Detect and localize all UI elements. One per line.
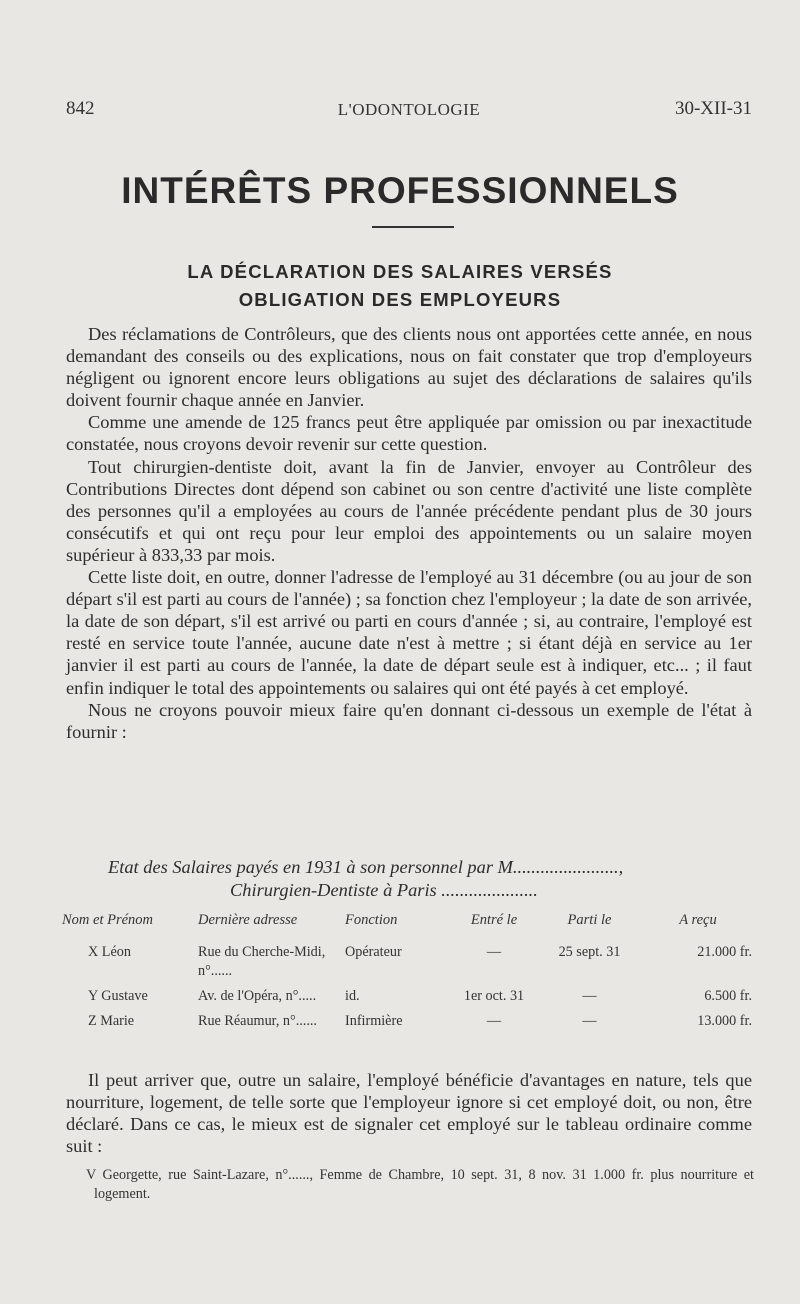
table-cell: Y Gustave [88,988,148,1004]
article-title [0,258,800,314]
paragraph: Cette liste doit, en outre, donner l'adresse de l'employé au 31 décembre (ou au jour de son départ s'il est parti au cours de l'année) ; sa fonction chez l'employeur ; la date de son arrivée, la date de son départ, s'il est arrivé ou parti en cours d'année ; si, au contraire, l'employé est resté en service toute l'année, aucune date n'est à mettre ; si étant déjà en service au 1er janvier il est parti au cours de l'année, la date de départ seule est à indiquer, etc... ; il faut enfin indiquer le total des appointements ou salaires qui ont été payés à cet employé. [66,567,752,698]
table-cell: X Léon [88,944,131,960]
table-cell: Rue Réaumur, n°...... [198,1013,317,1029]
table-cell: — [582,988,597,1004]
table-cell: — [486,944,502,960]
title-rule [372,226,454,228]
table-row [62,943,752,987]
article-body [66,323,752,743]
salary-table [62,912,752,1037]
etat-heading-line-1: Etat des Salaires payés en 1931 à son personnel par M......................., [108,857,624,877]
table-cell: Z Marie [88,1013,135,1029]
table-cell: 21.000 fr. [697,944,752,960]
paragraph: Nous ne croyons pouvoir mieux faire qu'en donnant ci-dessous un exemple de l'état à fournir : [66,699,752,742]
page-number: 842 [66,98,95,119]
paragraph: Des réclamations de Contrôleurs, que des clients nous ont apportées cette année, en nous demandant des conseils ou des explications, nous on fait constater que trop d'employeurs négligent ou ignorent encore leurs obligations au sujet des déclarations de salaires qu'ils doivent fournir chaque année en Janvier. [66,324,752,411]
table-cell: 25 sept. 31 [558,944,621,960]
column-header: Dernière adresse [198,912,298,928]
running-head [66,98,752,124]
journal-name: L'ODONTOLOGIE [337,100,481,119]
issue-date: 30-XII-31 [674,98,752,119]
paragraph: Tout chirurgien-dentiste doit, avant la fin de Janvier, envoyer au Contrôleur des Contributions Directes dont dépend son cabinet ou son centre d'activité une liste complète des personnes qu'il a employées au cours de l'année précédente pendant plus de 30 jours consécutifs et qui ont reçu pour leur emploi des appointements ou un salaire moyen supérieur à 833,33 par mois. [66,456,752,565]
table-cell: Infirmière [345,1013,403,1029]
column-header: Parti le [567,912,612,928]
table-header-row [62,912,752,943]
etat-heading-line-2: Chirurgien-Dentiste à Paris ..................... [230,880,538,900]
article-body-continued [66,1069,752,1157]
column-header: Fonction [345,912,398,928]
example-entry: V Georgette, rue Saint-Lazare, n°......, Femme de Chambre, 10 sept. 31, 8 nov. 31 1.000 fr. plus nourriture et logement. [86,1167,754,1202]
table-cell: 13.000 fr. [697,1013,752,1029]
article-title-line-1: LA DÉCLARATION DES SALAIRES VERSÉS [187,261,613,282]
article-title-line-2: OBLIGATION DES EMPLOYEURS [238,289,562,310]
paragraph: Comme une amende de 125 francs peut être appliquée par omission ou par inexactitude constatée, nous croyons devoir revenir sur cette question. [66,412,752,455]
table-cell: id. [345,988,360,1004]
column-header: Nom et Prénom [62,912,154,928]
paragraph: Il peut arriver que, outre un salaire, l'employé bénéficie d'avantages en nature, tels que nourriture, logement, de telle sorte que l'employeur ignore si cet employé doit, ou non, être déclaré. Dans ce cas, le mieux est de signaler cet employé sur le tableau ordinaire comme suit : [66,1070,752,1157]
section-title: INTÉRÊTS PROFESSIONNELS [121,170,679,211]
table-cell: 1er oct. 31 [463,988,525,1004]
table-cell: Opérateur [345,944,402,960]
column-header: Entré le [470,912,518,928]
table-cell: — [582,1013,597,1029]
table-cell: Rue du Cherche-Midi, n°...... [198,944,326,979]
table-cell: — [486,1013,502,1029]
column-header: A reçu [679,912,717,928]
table-cell: Av. de l'Opéra, n°..... [198,988,317,1004]
table-cell: 6.500 fr. [704,988,752,1004]
table-row [62,1012,752,1037]
table-row [62,987,752,1012]
